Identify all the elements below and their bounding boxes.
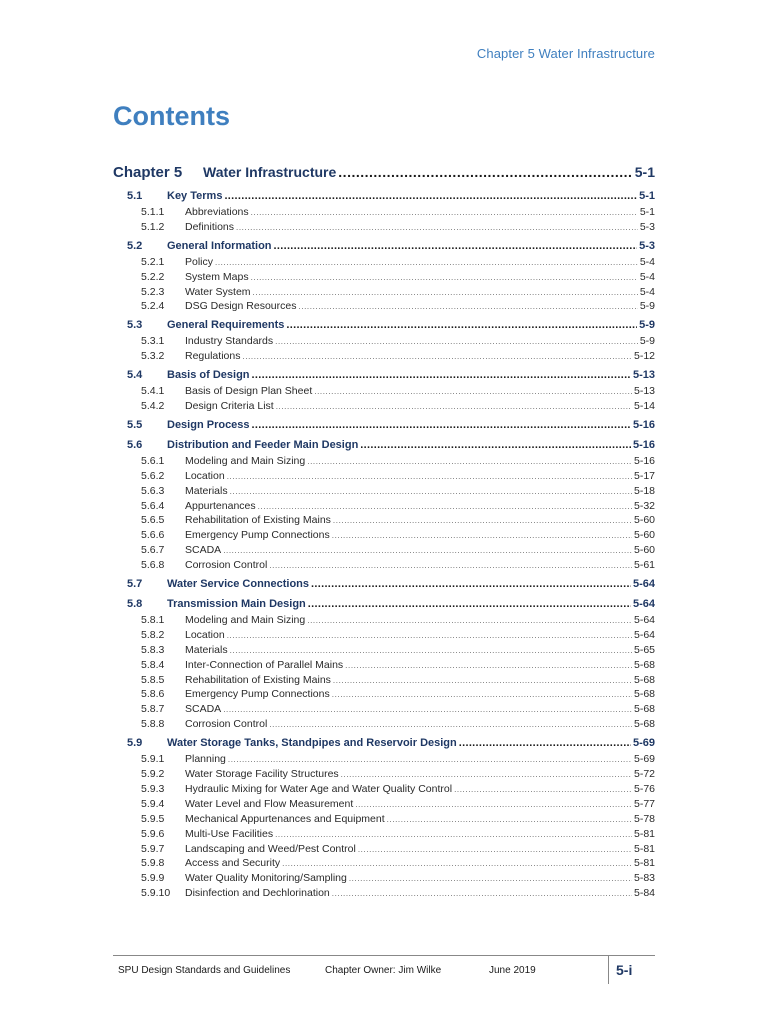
toc-subsection-entry[interactable]	[113, 455, 655, 470]
toc-page-number: 5-69	[633, 753, 655, 766]
toc-entry-number: 5.8.1	[141, 614, 165, 627]
toc-page-number: 5-60	[633, 514, 655, 527]
toc-page-number: 5-3	[639, 239, 655, 252]
toc-subsection-entry[interactable]	[113, 221, 655, 236]
toc-subsection-entry[interactable]	[113, 703, 655, 718]
toc-entry-title: Corrosion Control	[185, 718, 268, 731]
toc-dot-leader	[360, 439, 631, 451]
toc-entry-title: Water Level and Flow Measurement	[185, 797, 354, 810]
toc-dot-leader	[227, 472, 632, 481]
toc-dot-leader	[307, 457, 632, 466]
toc-dot-leader	[215, 258, 638, 267]
toc-entry-title: Disinfection and Dechlorination	[185, 887, 330, 900]
toc-entry-title: Water Quality Monitoring/Sampling	[185, 872, 347, 885]
toc-page-number: 5-83	[633, 872, 655, 885]
toc-entry-title: Inter-Connection of Parallel Mains	[185, 658, 344, 671]
toc-subsection-entry[interactable]	[113, 559, 655, 574]
toc-entry-title: Key Terms	[167, 190, 223, 202]
toc-sections	[113, 190, 655, 902]
toc-subsection-entry[interactable]	[113, 335, 655, 350]
toc-subsection-entry[interactable]	[113, 256, 655, 271]
toc-page-number: 5-68	[633, 703, 655, 716]
toc-entry-number: 5.6.4	[141, 499, 165, 512]
toc-page-number: 5-84	[633, 887, 655, 900]
toc-page-number: 5-68	[633, 718, 655, 731]
toc-dot-leader	[251, 208, 638, 217]
toc-dot-leader	[252, 369, 631, 381]
toc-page-number: 5-68	[633, 673, 655, 686]
toc-entry-title: Appurtenances	[185, 499, 256, 512]
toc-page-number: 5-81	[633, 857, 655, 870]
toc-subsection-entry[interactable]	[113, 843, 655, 858]
toc-dot-leader	[274, 240, 638, 252]
toc-entry-title: Water Storage Facility Structures	[185, 768, 339, 781]
toc-entry-number: 5.9.10	[141, 887, 171, 900]
toc-subsection-entry[interactable]	[113, 813, 655, 828]
toc-dot-leader	[332, 690, 632, 699]
toc-entry-number: 5.9.9	[141, 872, 165, 885]
toc-entry-number: 5.9.4	[141, 797, 165, 810]
toc-page-number: 5-64	[633, 614, 655, 627]
toc-page-number: 5-16	[632, 438, 655, 451]
toc-entry-title: Water System	[185, 285, 251, 298]
toc-page-number: 5-1	[634, 164, 655, 180]
toc-subsection-entry[interactable]	[113, 857, 655, 872]
toc-section-entry[interactable]	[113, 240, 655, 256]
toc-entry-number: 5.9	[127, 737, 143, 750]
toc-subsection-entry[interactable]	[113, 644, 655, 659]
toc-entry-title: SCADA	[185, 544, 222, 557]
toc-dot-leader	[228, 755, 632, 764]
toc-page-number: 5-68	[633, 688, 655, 701]
toc-subsection-entry[interactable]	[113, 400, 655, 415]
toc-page-number: 5-61	[633, 559, 655, 572]
toc-dot-leader	[298, 302, 637, 311]
toc-entry-title: Emergency Pump Connections	[185, 688, 330, 701]
toc-entry-number: 5.5	[127, 418, 143, 431]
toc-page-number: 5-17	[633, 469, 655, 482]
toc-subsection-entry[interactable]	[113, 514, 655, 529]
toc-page-number: 5-4	[639, 285, 655, 298]
toc-dot-leader	[269, 720, 632, 729]
toc-dot-leader	[286, 319, 637, 331]
toc-subsection-entry[interactable]	[113, 688, 655, 703]
toc-page-number: 5-64	[632, 598, 655, 611]
toc-entry-number: 5.8	[127, 598, 143, 611]
toc-entry-title: Modeling and Main Sizing	[185, 454, 306, 467]
toc-entry-number: 5.7	[127, 578, 143, 591]
toc-entry-number: 5.2.1	[141, 255, 165, 268]
toc-section-entry[interactable]	[113, 578, 655, 594]
toc-entry-number: 5.6.5	[141, 514, 165, 527]
toc-page-number: 5-3	[639, 220, 655, 233]
toc-entry-number: 5.9.6	[141, 827, 165, 840]
toc-dot-leader	[358, 845, 632, 854]
toc-subsection-entry[interactable]	[113, 872, 655, 887]
toc-dot-leader	[349, 874, 632, 883]
toc-entry-number: 5.3.1	[141, 335, 165, 348]
toc-subsection-entry[interactable]	[113, 887, 655, 902]
toc-dot-leader	[275, 337, 638, 346]
toc-entry-number: 5.6.8	[141, 559, 165, 572]
toc-entry-number: 5.9.5	[141, 812, 165, 825]
toc-subsection-entry[interactable]	[113, 798, 655, 813]
toc-dot-leader	[252, 419, 631, 431]
toc-entry-title: Regulations	[185, 350, 241, 363]
toc-entry-title: Policy	[185, 255, 214, 268]
toc-subsection-entry[interactable]	[113, 529, 655, 544]
toc-dot-leader	[242, 352, 632, 361]
toc-subsection-entry[interactable]	[113, 544, 655, 559]
toc-page-number: 5-14	[633, 400, 655, 413]
toc-dot-leader	[282, 859, 632, 868]
toc-entry-number: 5.3	[127, 319, 143, 332]
toc-dot-leader	[333, 516, 632, 525]
toc-dot-leader	[258, 502, 632, 511]
toc-page-number: 5-76	[633, 782, 655, 795]
toc-entry-title: Abbreviations	[185, 206, 249, 218]
toc-entry-title: Corrosion Control	[185, 559, 268, 572]
toc-page-number: 5-77	[633, 797, 655, 810]
toc-subsection-entry[interactable]	[113, 286, 655, 301]
toc-entry-number: 5.9.8	[141, 857, 165, 870]
toc-entry-number: 5.9.2	[141, 768, 165, 781]
toc-entry-title: Modeling and Main Sizing	[185, 614, 306, 627]
toc-entry-number: 5.3.2	[141, 350, 165, 363]
toc-subsection-entry[interactable]	[113, 271, 655, 286]
toc-page-number: 5-13	[632, 369, 655, 382]
toc-dot-leader	[253, 288, 638, 297]
toc-entry-title: Design Criteria List	[185, 400, 274, 413]
toc-page-number: 5-1	[639, 190, 655, 202]
toc-dot-leader	[227, 631, 632, 640]
toc-entry-number: 5.4	[127, 369, 143, 382]
toc-subsection-entry[interactable]	[113, 659, 655, 674]
toc-chapter-entry[interactable]	[113, 164, 655, 184]
toc-entry-number: 5.1	[127, 190, 143, 202]
toc-subsection-entry[interactable]	[113, 718, 655, 733]
toc-dot-leader	[333, 676, 632, 685]
toc-entry-title: Materials	[185, 484, 228, 497]
toc-page-number: 5-9	[639, 335, 655, 348]
toc-entry-number: 5.8.3	[141, 643, 165, 656]
toc-subsection-entry[interactable]	[113, 768, 655, 783]
toc-section-entry[interactable]	[113, 737, 655, 753]
toc-page-number: 5-32	[633, 499, 655, 512]
toc-section-entry[interactable]	[113, 319, 655, 335]
toc-entry-number: 5.8.5	[141, 673, 165, 686]
toc-entry-number: 5.9.3	[141, 782, 165, 795]
toc-subsection-entry[interactable]	[113, 350, 655, 365]
toc-page-number: 5-16	[633, 454, 655, 467]
toc-entry-title: Materials	[185, 643, 228, 656]
toc-entry-title: Transmission Main Design	[167, 598, 306, 611]
toc-page-number: 5-18	[633, 484, 655, 497]
toc-section-entry[interactable]	[113, 369, 655, 385]
toc-page-number: 5-64	[632, 578, 655, 591]
toc-entry-title: Landscaping and Weed/Pest Control	[185, 842, 356, 855]
toc-section-entry[interactable]	[113, 419, 655, 435]
toc-entry-title: Rehabilitation of Existing Mains	[185, 514, 331, 527]
toc-entry-title: Hydraulic Mixing for Water Age and Water Quality Control	[185, 782, 453, 795]
toc-page-number: 5-68	[633, 658, 655, 671]
toc-entry-title: Industry Standards	[185, 335, 274, 348]
toc-dot-leader	[224, 190, 637, 202]
toc-entry-title: Basis of Design Plan Sheet	[185, 385, 313, 398]
toc-dot-leader	[332, 531, 632, 540]
toc-page-number: 5-9	[639, 300, 655, 313]
toc-entry-title: Water Service Connections	[167, 578, 310, 591]
toc-dot-leader	[338, 164, 632, 180]
toc-page-number: 5-72	[633, 768, 655, 781]
toc-entry-number: 5.8.6	[141, 688, 165, 701]
toc-page-number: 5-12	[633, 350, 655, 363]
toc-page-number: 5-64	[633, 628, 655, 641]
toc-page-number: 5-9	[639, 319, 655, 332]
toc-subsection-entry[interactable]	[113, 753, 655, 768]
toc-entry-number: 5.6	[127, 438, 143, 451]
footer-date: June 2019	[489, 965, 536, 976]
toc-dot-leader	[345, 661, 632, 670]
toc-dot-leader	[275, 830, 632, 839]
table-of-contents	[113, 164, 655, 902]
toc-entry-title: Location	[185, 628, 225, 641]
toc-section-entry[interactable]	[113, 190, 655, 206]
toc-entry-title: SCADA	[185, 703, 222, 716]
toc-dot-leader	[223, 546, 632, 555]
toc-entry-title: Rehabilitation of Existing Mains	[185, 673, 331, 686]
toc-entry-number: 5.2.2	[141, 270, 165, 283]
toc-dot-leader	[355, 800, 632, 809]
toc-page-number: 5-65	[633, 643, 655, 656]
toc-subsection-entry[interactable]	[113, 500, 655, 515]
toc-entry-number: 5.8.7	[141, 703, 165, 716]
toc-subsection-entry[interactable]	[113, 674, 655, 689]
footer-page-number: 5-i	[616, 962, 633, 978]
toc-subsection-entry[interactable]	[113, 828, 655, 843]
toc-page-number: 5-4	[639, 255, 655, 268]
toc-entry-number: 5.1.2	[141, 220, 165, 233]
toc-page-number: 5-69	[632, 737, 655, 750]
toc-dot-leader	[314, 387, 632, 396]
toc-entry-title: Emergency Pump Connections	[185, 529, 330, 542]
toc-entry-number: 5.2.4	[141, 300, 165, 313]
toc-entry-number: 5.9.7	[141, 842, 165, 855]
toc-entry-title: DSG Design Resources	[185, 300, 297, 313]
toc-subsection-entry[interactable]	[113, 485, 655, 500]
toc-dot-leader	[454, 785, 632, 794]
toc-entry-title: General Requirements	[167, 319, 285, 332]
toc-dot-leader	[311, 578, 631, 590]
page-title: Contents	[113, 101, 230, 131]
toc-entry-number: 5.8.8	[141, 718, 165, 731]
toc-entry-title: System Maps	[185, 270, 249, 283]
toc-dot-leader	[341, 770, 632, 779]
toc-entry-number: 5.6.7	[141, 544, 165, 557]
toc-chapter-title: Water Infrastructure	[203, 164, 337, 180]
toc-dot-leader	[387, 815, 632, 824]
toc-chapter-number: Chapter 5	[113, 164, 183, 181]
toc-entry-title: Planning	[185, 753, 226, 766]
toc-entry-number: 5.6.6	[141, 529, 165, 542]
toc-entry-number: 5.9.1	[141, 753, 165, 766]
toc-dot-leader	[251, 273, 638, 282]
toc-dot-leader	[307, 616, 632, 625]
toc-page-number: 5-1	[639, 206, 655, 218]
toc-entry-number: 5.6.3	[141, 484, 165, 497]
toc-entry-number: 5.4.1	[141, 385, 165, 398]
toc-entry-title: Multi-Use Facilities	[185, 827, 274, 840]
toc-page-number: 5-60	[633, 544, 655, 557]
toc-entry-title: Basis of Design	[167, 369, 250, 382]
toc-dot-leader	[223, 705, 632, 714]
toc-page-number: 5-16	[632, 418, 655, 431]
toc-subsection-entry[interactable]	[113, 614, 655, 629]
toc-dot-leader	[332, 889, 632, 898]
toc-entry-number: 5.8.4	[141, 658, 165, 671]
toc-dot-leader	[459, 737, 631, 749]
toc-page-number: 5-78	[633, 812, 655, 825]
toc-subsection-entry[interactable]	[113, 206, 655, 221]
toc-dot-leader	[230, 646, 632, 655]
toc-dot-leader	[308, 598, 631, 610]
toc-page-number: 5-13	[633, 385, 655, 398]
toc-entry-title: Access and Security	[185, 857, 281, 870]
footer-divider	[608, 956, 609, 984]
footer-chapter-owner: Chapter Owner: Jim Wilke	[325, 965, 442, 976]
toc-subsection-entry[interactable]	[113, 783, 655, 798]
toc-entry-number: 5.2	[127, 239, 143, 252]
toc-entry-number: 5.4.2	[141, 400, 165, 413]
toc-subsection-entry[interactable]	[113, 470, 655, 485]
toc-entry-number: 5.1.1	[141, 206, 165, 218]
toc-entry-title: Distribution and Feeder Main Design	[167, 438, 359, 451]
toc-dot-leader	[276, 402, 632, 411]
toc-page-number: 5-81	[633, 842, 655, 855]
toc-section-entry[interactable]	[113, 439, 655, 455]
toc-page-number: 5-81	[633, 827, 655, 840]
page-footer	[113, 955, 655, 990]
toc-page-number: 5-4	[639, 270, 655, 283]
toc-entry-title: Water Storage Tanks, Standpipes and Reservoir Design	[167, 737, 457, 750]
toc-entry-number: 5.6.1	[141, 454, 165, 467]
toc-entry-title: Mechanical Appurtenances and Equipment	[185, 812, 385, 825]
footer-publication: SPU Design Standards and Guidelines	[118, 965, 291, 976]
running-header: Chapter 5 Water Infrastructure	[476, 46, 655, 61]
toc-subsection-entry[interactable]	[113, 385, 655, 400]
toc-section-entry[interactable]	[113, 598, 655, 614]
toc-subsection-entry[interactable]	[113, 629, 655, 644]
toc-entry-title: Design Process	[167, 418, 250, 431]
toc-entry-title: Location	[185, 469, 225, 482]
toc-entry-number: 5.6.2	[141, 469, 165, 482]
toc-entry-title: Definitions	[185, 220, 235, 233]
toc-entry-number: 5.8.2	[141, 628, 165, 641]
toc-dot-leader	[230, 487, 632, 496]
toc-page-number: 5-60	[633, 529, 655, 542]
toc-entry-number: 5.2.3	[141, 285, 165, 298]
toc-entry-title: General Information	[167, 239, 272, 252]
toc-dot-leader	[269, 561, 632, 570]
toc-dot-leader	[236, 223, 638, 232]
toc-subsection-entry[interactable]	[113, 300, 655, 315]
